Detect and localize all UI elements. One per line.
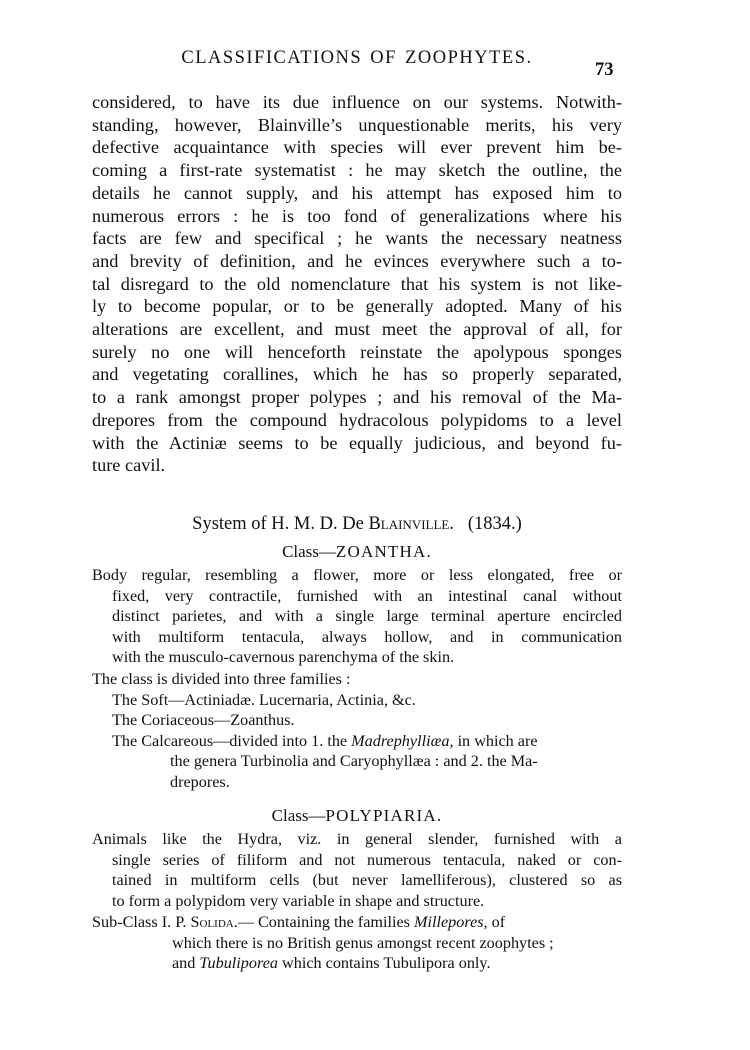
paragraph-line: to a rank amongst proper polypes ; and his removal of the Ma- — [92, 387, 622, 408]
class-heading-polypiaria — [92, 806, 622, 826]
author-name: Blainville. — [368, 514, 454, 534]
description-line: Body regular, resembling a flower, more or less elongated, free or — [92, 566, 622, 584]
description-line: tained in multiform cells (but never lamelliferous), clustered so as — [112, 871, 622, 890]
paragraph-line: numerous errors : he is too fond of generalizations where his — [92, 205, 622, 226]
paragraph-line: facts are few and specifical ; he wants the necessary neatness — [92, 228, 622, 249]
description-line: fixed, very contractile, furnished with an intestinal canal without — [112, 586, 622, 605]
paragraph-line: alterations are excellent, and must meet the approval of all, for — [92, 319, 622, 340]
subclass-name: Solida. — [190, 913, 238, 931]
system-heading — [92, 514, 622, 535]
family-millepores: Millepores, — [414, 913, 488, 931]
paragraph-line: surely no one will henceforth reinstate the apolypous sponges — [92, 341, 622, 362]
paragraph-line: ture cavil. — [92, 455, 166, 476]
paragraph-line: with the Actiniæ seems to be equally judicious, and beyond fu- — [92, 432, 622, 453]
paragraph-line: ly to become popular, or to be generally adopted. Many of his — [92, 296, 622, 317]
description-line: with the musculo-cavernous parenchyma of the skin. — [112, 648, 455, 667]
family-calcareous-continuation: the genera Turbinolia and Caryophyllæa : and 2. the Ma- — [170, 752, 538, 771]
description-line: distinct parietes, and with a single large terminal aperture encircled — [112, 607, 622, 626]
paragraph-line: considered, to have its due influence on our systems. Notwith- — [92, 92, 622, 112]
subclass-continuation: and Tubuliporea which contains Tubulipora only. — [172, 954, 491, 973]
description-line: with multiform tentacula, always hollow, and in communication — [112, 627, 622, 646]
family-calcareous-continuation: drepores. — [170, 772, 230, 791]
family-soft: The Soft—Actiniadæ. Lucernaria, Actinia, &c. — [112, 690, 416, 709]
genus-madrephylliaea: Madrephylliæa, — [351, 731, 454, 750]
description-line: Animals like the Hydra, viz. in general slender, furnished with a — [92, 830, 622, 848]
paragraph-line: coming a first-rate systematist : he may sketch the outline, the — [92, 160, 622, 181]
subclass-line: Sub-Class I. P. Solida.— Containing the families Millepores, of — [92, 913, 506, 931]
paragraph-line: standing, however, Blainville’s unquestionable merits, his very — [92, 114, 622, 135]
paragraph-line: tal disregard to the old nomenclature that his system is not like- — [92, 273, 622, 294]
zoantha-families — [92, 669, 622, 793]
subclass-solida — [92, 912, 622, 974]
paragraph-line: drepores from the compound hydracolous polypidoms to a level — [92, 409, 622, 430]
paragraph-line: and brevity of definition, and he evinces everywhere such a to- — [92, 250, 622, 271]
class-heading-prefix: Class— — [271, 806, 326, 825]
zoantha-description — [92, 565, 622, 668]
polypiaria-description — [92, 829, 622, 911]
family-calcareous: The Calcareous—divided into 1. the Madrephylliæa, in which are — [112, 731, 538, 750]
running-title: CLASSIFICATIONS OF ZOOPHYTES. — [181, 48, 533, 68]
intro-paragraph — [92, 91, 622, 477]
system-year: (1834.) — [467, 514, 522, 534]
system-heading-prefix: System of H. M. D. De — [192, 514, 369, 534]
class-heading-zoantha — [92, 542, 622, 562]
class-name: POLYPIARIA. — [325, 806, 443, 825]
class-name: ZOANTHA. — [335, 542, 432, 561]
description-line: to form a polypidom very variable in shape and structure. — [112, 891, 485, 910]
description-line: single series of filiform and not numerous tentacula, naked or con- — [112, 850, 622, 869]
paragraph-line: and vegetating corallines, which he has so properly separated, — [92, 364, 622, 385]
subclass-continuation: which there is no British genus amongst recent zoophytes ; — [172, 933, 554, 952]
paragraph-line: details he cannot supply, and his attempt has exposed him to — [92, 182, 622, 203]
families-intro: The class is divided into three families : — [92, 670, 351, 688]
family-tubuliporea: Tubuliporea — [199, 954, 278, 973]
family-coriaceous: The Coriaceous—Zoanthus. — [112, 711, 295, 730]
paragraph-line: defective acquaintance with species will ever prevent him be- — [92, 137, 622, 158]
class-heading-prefix: Class— — [282, 542, 336, 561]
page-number: 73 — [595, 60, 614, 80]
